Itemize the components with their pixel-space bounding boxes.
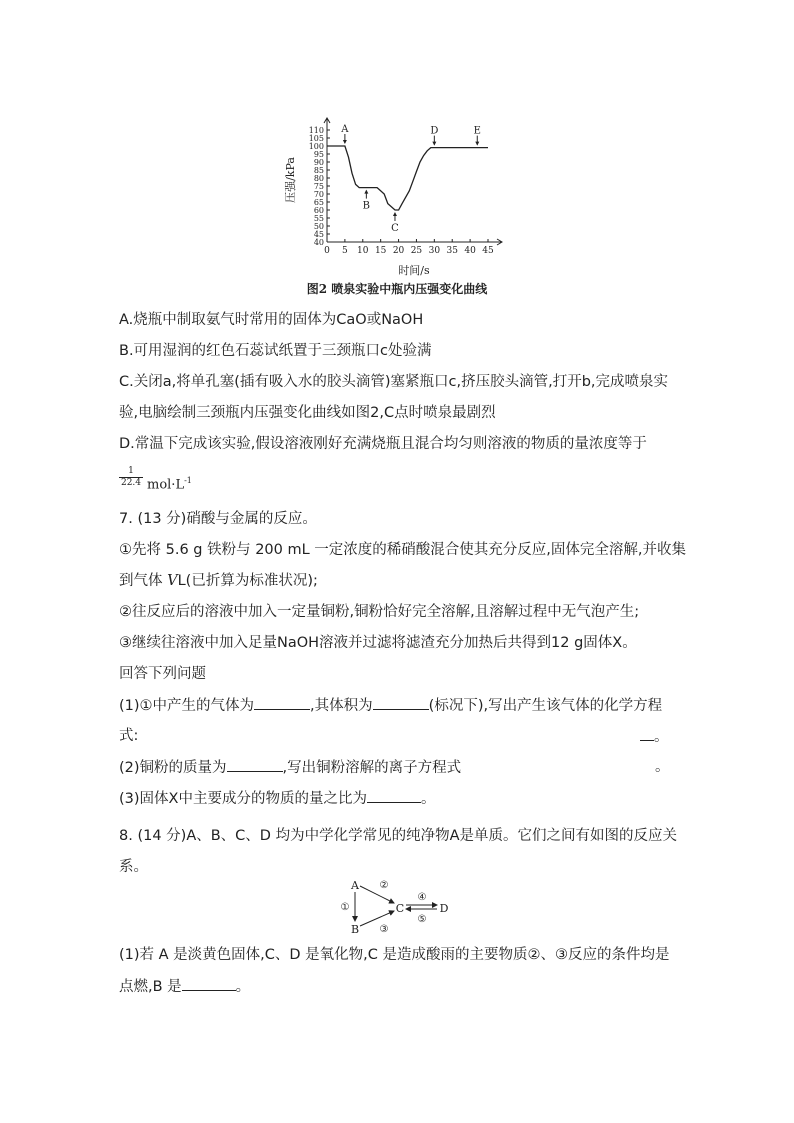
q7-volume-blank[interactable] [373, 695, 429, 710]
y-tick-label: 70 [313, 190, 324, 199]
reaction-4-label: ④ [417, 892, 427, 903]
y-tick-label: 50 [313, 222, 324, 231]
unit-text: mol·L [147, 477, 185, 493]
q7-step2: ②往反应后的溶液中加入一定量铜粉,铜粉恰好完全溶解,且溶解过程中无气泡产生; [119, 604, 640, 620]
x-tick-label: 45 [482, 246, 494, 256]
fraction-numerator: 1 [119, 466, 143, 478]
annotation-arrowhead [364, 190, 368, 194]
x-axis-label: 时间/s [398, 264, 430, 277]
q7-p1-e: 。 [654, 729, 669, 745]
q7-step1-post: L(已折算为标准状况); [177, 573, 318, 589]
y-tick-label: 90 [313, 158, 324, 167]
q7-title: 7. (13 分)硝酸与金属的反应。 [119, 511, 317, 527]
q7-ask: 回答下列问题 [119, 666, 206, 682]
annotation-label: E [473, 125, 481, 137]
option-b: B.可用湿润的红色石蕊试纸置于三颈瓶口c处验满 [119, 343, 432, 359]
reaction-3-label: ③ [379, 924, 389, 935]
q8-p1-c: 。 [235, 979, 251, 995]
y-tick-label: 55 [313, 214, 324, 223]
y-tick-label: 95 [313, 150, 324, 159]
q8-part1-line1: (1)若 A 是淡黄色固体,C、D 是氧化物,C 是造成酸雨的主要物质②、③反应的条件均是 [119, 947, 670, 963]
option-a: A.烧瓶中制取氨气时常用的固体为CaO或NaOH [119, 312, 424, 328]
q7-p1-c: (标况下),写出产生该气体的化学方程 [428, 698, 663, 714]
y-tick-label: 100 [308, 142, 324, 151]
x-tick-label: 10 [357, 246, 369, 256]
q7-p2-a: (2)铜粉的质量为 [119, 760, 227, 776]
annotation-arrowhead [393, 212, 397, 216]
arrow-b-c [360, 911, 394, 926]
q7-gas-blank[interactable] [254, 695, 310, 710]
option-d-line1: D.常温下完成该实验,假设溶液刚好充满烧瓶且混合均匀则溶液的物质的量浓度等于 [119, 436, 647, 452]
annotation-label: D [430, 125, 439, 137]
x-tick-label: 15 [374, 246, 387, 256]
node-d: D [439, 902, 449, 915]
q7-volume-var: V [167, 573, 178, 589]
y-tick-label: 40 [313, 238, 324, 247]
q7-part3 [119, 788, 435, 809]
q7-part1-line1 [119, 695, 662, 716]
reaction-diagram [338, 872, 458, 938]
option-d-fraction [119, 466, 143, 489]
q7-step1-pre: 到气体 [119, 573, 168, 589]
q7-p3-b: 。 [420, 791, 436, 807]
node-b: B [350, 923, 360, 936]
option-c-line2: 验,电脑绘制三颈瓶内压强变化曲线如图2,C点时喷泉最剧烈 [119, 405, 496, 421]
q8-b-blank[interactable] [182, 976, 236, 991]
annotation-arrowhead [343, 140, 347, 144]
x-tick-label: 25 [410, 246, 423, 256]
x-tick-label: 40 [464, 246, 476, 256]
x-tick-label: 30 [428, 246, 441, 256]
option-c-line1: C.关闭a,将单孔塞(插有吸入水的胶头滴管)塞紧瓶口c,挤压胶头滴管,打开b,完成喷泉实 [119, 374, 669, 390]
x-tick-label: 35 [446, 246, 458, 256]
q7-step1-line2 [119, 571, 318, 591]
q7-equation-blank[interactable] [640, 726, 654, 741]
q7-step1-line1: ①先将 5.6 g 铁粉与 200 mL 一定浓度的稀硝酸混合使其充分反应,固体完全溶解,并收集 [119, 542, 687, 558]
q8-p1-b: 点燃,B 是 [119, 979, 182, 995]
chart-annotations [340, 124, 481, 234]
q7-part1-line2 [119, 726, 138, 746]
fraction-denominator: 22.4 [120, 478, 142, 488]
q7-ratio-blank[interactable] [367, 788, 421, 803]
q7-p1-b: ,其体积为 [310, 698, 373, 714]
y-tick-label: 65 [313, 198, 324, 207]
unit-exponent: -1 [184, 476, 192, 485]
y-tick-label: 110 [308, 126, 324, 135]
annotation-label: A [341, 124, 349, 135]
node-c: C [395, 902, 405, 915]
y-tick-label: 80 [313, 174, 324, 183]
y-tick-label: 75 [313, 182, 324, 191]
q7-p1-d: 式: [119, 728, 139, 744]
q7-p2-b: ,写出铜粉溶解的离子方程式 [282, 760, 462, 776]
q7-p1-a: (1)①中产生的气体为 [119, 698, 255, 714]
q8-part1-line2 [119, 976, 250, 997]
reaction-2-label: ② [379, 880, 389, 891]
q7-equation-end [640, 726, 669, 747]
q7-part2-end: 。 [655, 759, 670, 775]
annotation-arrowhead [475, 142, 479, 146]
q7-copper-mass-blank[interactable] [227, 757, 283, 772]
q7-part2 [119, 757, 461, 778]
pressure-curve [327, 146, 488, 210]
y-tick-label: 60 [313, 206, 324, 215]
q7-step3: ③继续往溶液中加入足量NaOH溶液并过滤将滤渣充分加热后共得到12 g固体X。 [119, 635, 637, 651]
reaction-5-label: ⑤ [417, 914, 427, 925]
reaction-1-label: ① [340, 902, 350, 913]
q8-title-line1: 8. (14 分)A、B、C、D 均为中学化学常见的纯净物A是单质。它们之间有如图的反应关 [119, 828, 677, 844]
option-d-unit [147, 471, 192, 495]
q7-p3-a: (3)固体X中主要成分的物质的量之比为 [119, 791, 367, 807]
y-tick-label: 85 [313, 166, 324, 175]
figure-caption: 图2 喷泉实验中瓶内压强变化曲线 [306, 282, 488, 296]
x-tick-label: 5 [342, 246, 348, 256]
x-tick-label: 20 [392, 246, 405, 256]
y-tick-label: 45 [313, 230, 324, 239]
q8-title-line2: 系。 [119, 859, 148, 875]
arrow-a-c [360, 886, 394, 903]
annotation-label: C [391, 223, 399, 234]
y-axis-label: 压强/kPa [284, 157, 297, 203]
node-a: A [351, 879, 359, 892]
annotation-arrowhead [432, 142, 436, 146]
y-tick-label: 105 [308, 134, 324, 143]
pressure-chart [270, 112, 530, 282]
x-tick-label: 0 [324, 246, 330, 256]
annotation-label: B [362, 200, 371, 212]
